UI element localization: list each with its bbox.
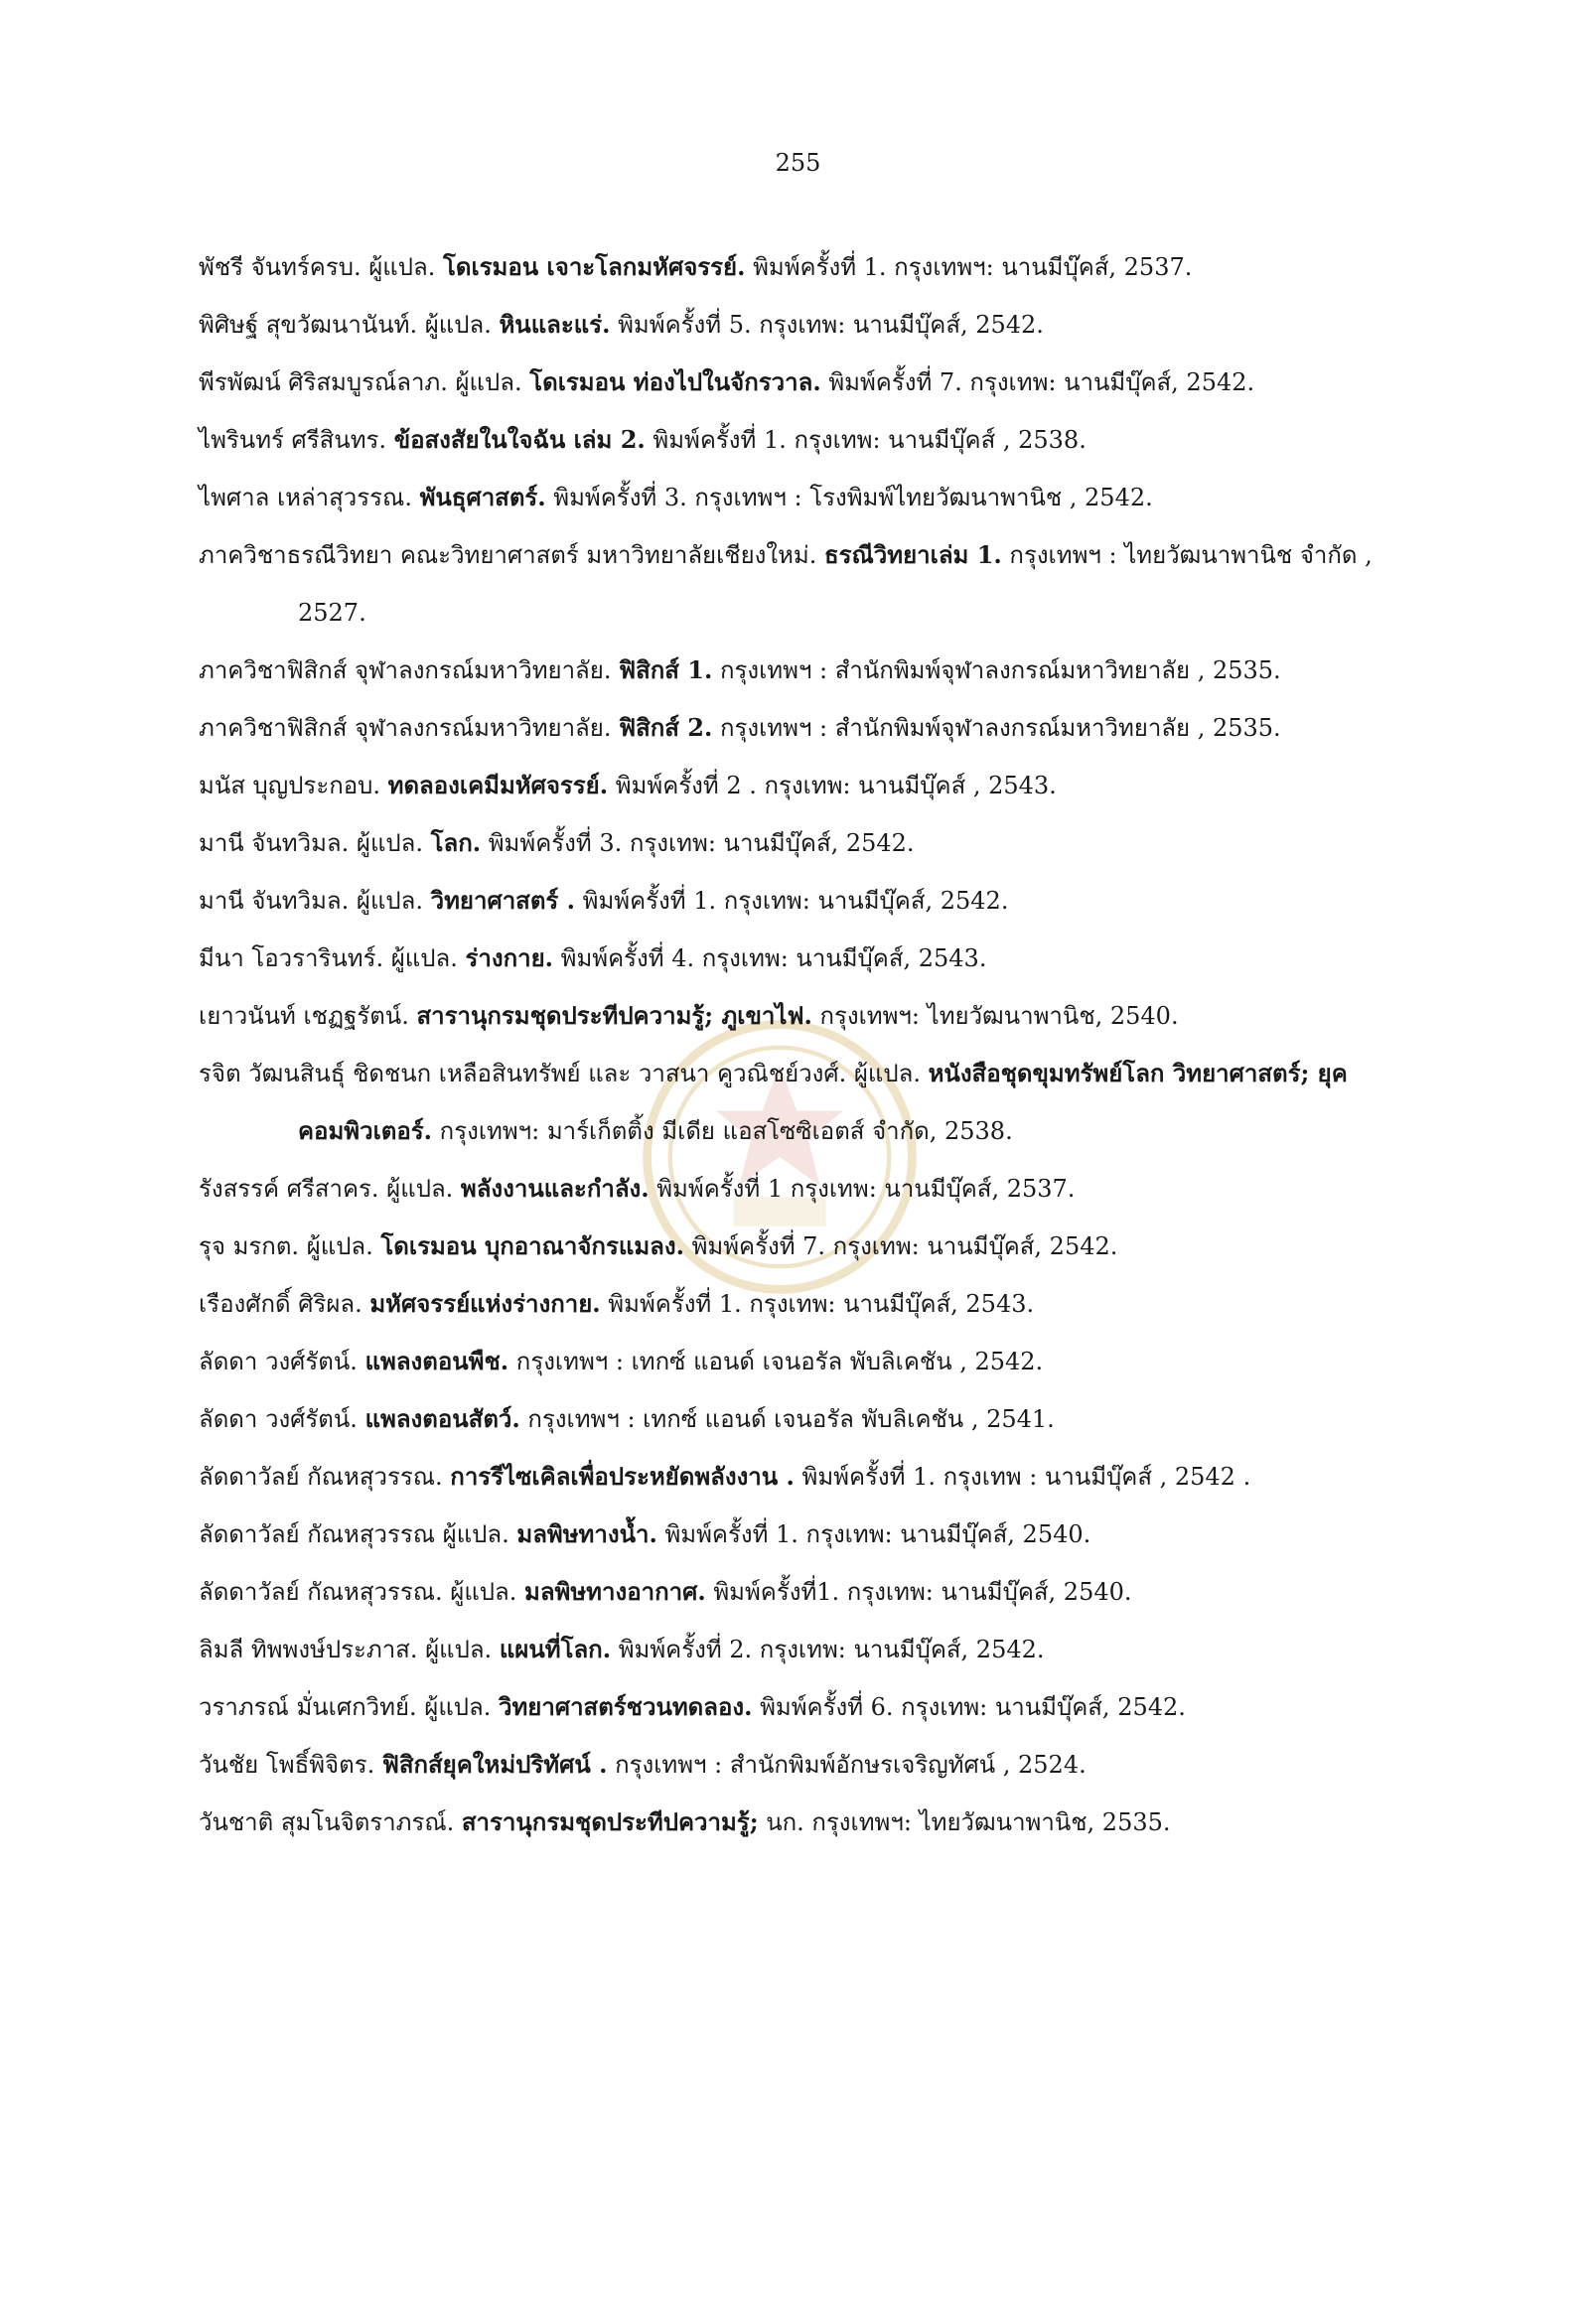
- reference-entry: [199, 757, 1420, 814]
- reference-entry: [199, 1448, 1420, 1506]
- reference-publication: พิมพ์ครั้งที่ 3. กรุงเทพฯ : โรงพิมพ์ไทยวัฒนาพานิช , 2542.: [545, 484, 1153, 511]
- reference-entry: [199, 814, 1420, 872]
- reference-entry: [199, 411, 1420, 469]
- reference-publication: กรุงเทพฯ : เทกซ์ แอนด์ เจนอรัล พับลิเคชัน , 2541.: [519, 1405, 1055, 1433]
- reference-author: รจิต วัฒนสินธุ์ ชิดชนก เหลือสินทรัพย์ และ วาสนา คูวณิชย์วงศ์. ผู้แปล.: [199, 1060, 929, 1087]
- reference-author: มีนา โอวรารินทร์. ผู้แปล.: [199, 944, 466, 972]
- reference-title: มลพิษทางอากาศ.: [524, 1577, 706, 1606]
- reference-entry: [199, 987, 1420, 1045]
- reference-title: สารานุกรมชุดประทีปความรู้;: [461, 1807, 759, 1836]
- reference-author: มนัส บุญประกอบ.: [199, 772, 388, 799]
- reference-author: ภาควิชาฟิสิกส์ จุฬาลงกรณ์มหาวิทยาลัย.: [199, 656, 620, 684]
- reference-author: เรืองศักดิ์ ศิริผล.: [199, 1290, 370, 1318]
- reference-entry: [199, 1045, 1420, 1160]
- reference-entry: [199, 1390, 1420, 1448]
- reference-title: ทดลองเคมีมหัศจรรย์.: [387, 771, 609, 799]
- reference-entry: [199, 1736, 1420, 1794]
- reference-publication: พิมพ์ครั้งที่ 6. กรุงเทพ: นานมีบุ๊คส์, 2542.: [752, 1693, 1186, 1721]
- reference-title: โดเรมอน บุกอาณาจักรแมลง.: [380, 1231, 684, 1260]
- reference-author: มานี จันทวิมล. ผู้แปล.: [199, 829, 431, 857]
- reference-entry: [199, 1506, 1420, 1563]
- reference-title: โดเรมอน ท่องไปในจักรวาล.: [529, 367, 821, 396]
- reference-publication: พิมพ์ครั้งที่ 1. กรุงเทพฯ: นานมีบุ๊คส์, 2537.: [745, 253, 1193, 281]
- reference-publication: กรุงเทพฯ : สำนักพิมพ์จุฬาลงกรณ์มหาวิทยาลัย , 2535.: [712, 714, 1281, 742]
- reference-title: มลพิษทางน้ำ.: [516, 1519, 657, 1548]
- reference-author: ภาควิชาธรณีวิทยา คณะวิทยาศาสตร์ มหาวิทยาลัยเชียงใหม่.: [199, 541, 824, 569]
- reference-title: วิทยาศาสตร์ .: [430, 886, 576, 915]
- reference-entry: [199, 238, 1420, 296]
- reference-title: ฟิสิกส์ 2.: [619, 713, 713, 742]
- reference-author: เยาวนันท์ เชฏฐรัตน์.: [199, 1002, 417, 1030]
- reference-title: แผนที่โลก.: [499, 1635, 612, 1663]
- reference-publication: พิมพ์ครั้งที่1. กรุงเทพ: นานมีบุ๊คส์, 2540.: [705, 1578, 1132, 1606]
- reference-author: รุจ มรกต. ผู้แปล.: [199, 1232, 381, 1260]
- reference-publication: พิมพ์ครั้งที่ 2. กรุงเทพ: นานมีบุ๊คส์, 2542.: [611, 1636, 1045, 1663]
- reference-title: โดเรมอน เจาะโลกมหัศจรรย์.: [442, 252, 746, 281]
- reference-title: ธรณีวิทยาเล่ม 1.: [824, 540, 1002, 569]
- reference-entry: [199, 930, 1420, 987]
- reference-entry: [199, 1678, 1420, 1736]
- page-number: 255: [775, 149, 821, 177]
- reference-publication: พิมพ์ครั้งที่ 1. กรุงเทพ: นานมีบุ๊คส์, 2542.: [575, 887, 1009, 915]
- reference-publication: พิมพ์ครั้งที่ 5. กรุงเทพ: นานมีบุ๊คส์, 2542.: [610, 311, 1044, 339]
- reference-entry: [199, 1275, 1420, 1333]
- reference-entry: [199, 526, 1420, 642]
- reference-publication: กรุงเทพฯ: มาร์เก็ตติ้ง มีเดีย แอสโซซิเอตส์ จำกัด, 2538.: [432, 1117, 1013, 1145]
- reference-publication: กรุงเทพฯ : สำนักพิมพ์จุฬาลงกรณ์มหาวิทยาลัย , 2535.: [712, 656, 1281, 684]
- reference-title: พลังงานและกำลัง.: [460, 1174, 650, 1203]
- reference-publication: นก. กรุงเทพฯ: ไทยวัฒนาพานิช, 2535.: [758, 1808, 1171, 1836]
- reference-publication: พิมพ์ครั้งที่ 7. กรุงเทพ: นานมีบุ๊คส์, 2542.: [820, 368, 1255, 396]
- reference-author: พิศิษฐ์ สุขวัฒนานันท์. ผู้แปล.: [199, 311, 500, 339]
- reference-title: วิทยาศาสตร์ชวนทดลอง.: [499, 1692, 753, 1721]
- reference-author: พีรพัฒน์ ศิริสมบูรณ์ลาภ. ผู้แปล.: [199, 368, 530, 396]
- reference-author: ลิมลี ทิพพงษ์ประภาส. ผู้แปล.: [199, 1636, 500, 1663]
- reference-title: ฟิสิกส์ 1.: [619, 655, 713, 684]
- reference-author: มานี จันทวิมล. ผู้แปล.: [199, 887, 431, 915]
- reference-title: การรีไซเคิลเพื่อประหยัดพลังงาน .: [450, 1462, 795, 1491]
- reference-title: โลก.: [430, 828, 482, 857]
- reference-author: ลัดดาวัลย์ กัณหสุวรรณ. ผู้แปล.: [199, 1578, 525, 1606]
- reference-author: ไพรินทร์ ศรีสินทร.: [199, 426, 394, 454]
- reference-publication: กรุงเทพฯ : เทกซ์ แอนด์ เจนอรัล พับลิเคชัน , 2542.: [508, 1348, 1044, 1375]
- reference-title: ร่างกาย.: [465, 943, 553, 972]
- reference-author: ลัดดาวัลย์ กัณหสุวรรณ ผู้แปล.: [199, 1520, 517, 1548]
- reference-author: ลัดดาวัลย์ กัณหสุวรรณ.: [199, 1463, 451, 1491]
- reference-author: วันชัย โพธิ์พิจิตร.: [199, 1751, 382, 1779]
- reference-entry: [199, 1621, 1420, 1678]
- reference-title: หนังสือชุดขุมทรัพย์โลก วิทยาศาสตร์; ยุคคอมพิวเตอร์.: [298, 1059, 1348, 1145]
- reference-title: ข้อสงสัยในใจฉัน เล่ม 2.: [393, 425, 646, 454]
- reference-publication: พิมพ์ครั้งที่ 7. กรุงเทพ: นานมีบุ๊คส์, 2542.: [683, 1232, 1118, 1260]
- reference-title: มหัศจรรย์แห่งร่างกาย.: [369, 1289, 601, 1318]
- reference-entry: [199, 1160, 1420, 1218]
- reference-author: ไพศาล เหล่าสุวรรณ.: [199, 484, 420, 511]
- reference-publication: พิมพ์ครั้งที่ 2 . กรุงเทพ: นานมีบุ๊คส์ , 2543.: [608, 772, 1057, 799]
- reference-entry: [199, 872, 1420, 930]
- reference-publication: พิมพ์ครั้งที่ 1. กรุงเทพ: นานมีบุ๊คส์ , 2538.: [645, 426, 1087, 454]
- reference-publication: พิมพ์ครั้งที่ 1. กรุงเทพ: นานมีบุ๊คส์, 2543.: [600, 1290, 1035, 1318]
- reference-author: ลัดดา วงศ์รัตน์.: [199, 1348, 365, 1375]
- reference-entry: [199, 354, 1420, 411]
- reference-publication: พิมพ์ครั้งที่ 1. กรุงเทพ: นานมีบุ๊คส์, 2540.: [656, 1520, 1091, 1548]
- reference-publication: พิมพ์ครั้งที่ 3. กรุงเทพ: นานมีบุ๊คส์, 2542.: [481, 829, 915, 857]
- reference-publication: กรุงเทพฯ : สำนักพิมพ์อักษรเจริญทัศน์ , 2524.: [607, 1751, 1087, 1779]
- reference-entry: [199, 1563, 1420, 1621]
- reference-author: รังสรรค์ ศรีสาคร. ผู้แปล.: [199, 1175, 461, 1203]
- reference-author: ลัดดา วงศ์รัตน์.: [199, 1405, 365, 1433]
- reference-author: วันชาติ สุมโนจิตราภรณ์.: [199, 1808, 462, 1836]
- reference-title: แพลงตอนพืช.: [364, 1347, 509, 1375]
- reference-entry: [199, 296, 1420, 354]
- reference-list: [199, 238, 1420, 1851]
- reference-publication: กรุงเทพฯ: ไทยวัฒนาพานิช, 2540.: [811, 1002, 1179, 1030]
- reference-author: ภาควิชาฟิสิกส์ จุฬาลงกรณ์มหาวิทยาลัย.: [199, 714, 620, 742]
- reference-title: พันธุศาสตร์.: [419, 483, 546, 511]
- reference-title: สารานุกรมชุดประทีปความรู้; ภูเขาไฟ.: [416, 1001, 812, 1030]
- reference-author: พัชรี จันทร์ครบ. ผู้แปล.: [199, 253, 443, 281]
- reference-publication: พิมพ์ครั้งที่ 1. กรุงเทพ : นานมีบุ๊คส์ , 2542 .: [794, 1463, 1251, 1491]
- reference-publication: พิมพ์ครั้งที่ 1 กรุงเทพ: นานมีบุ๊คส์, 2537.: [649, 1175, 1076, 1203]
- reference-entry: [199, 469, 1420, 526]
- reference-publication: กรุงเทพฯ : ไทยวัฒนาพานิช จำกัด , 2527.: [298, 541, 1373, 627]
- reference-entry: [199, 699, 1420, 757]
- reference-title: ฟิสิกส์ยุคใหม่ปริทัศน์ .: [381, 1750, 608, 1779]
- reference-title: หินและแร่.: [499, 310, 611, 339]
- reference-entry: [199, 1333, 1420, 1390]
- reference-publication: พิมพ์ครั้งที่ 4. กรุงเทพ: นานมีบุ๊คส์, 2543.: [553, 944, 987, 972]
- reference-entry: [199, 1794, 1420, 1851]
- reference-entry: [199, 642, 1420, 699]
- reference-title: แพลงตอนสัตว์.: [364, 1404, 520, 1433]
- reference-author: วราภรณ์ มั่นเศกวิทย์. ผู้แปล.: [199, 1693, 499, 1721]
- reference-entry: [199, 1218, 1420, 1275]
